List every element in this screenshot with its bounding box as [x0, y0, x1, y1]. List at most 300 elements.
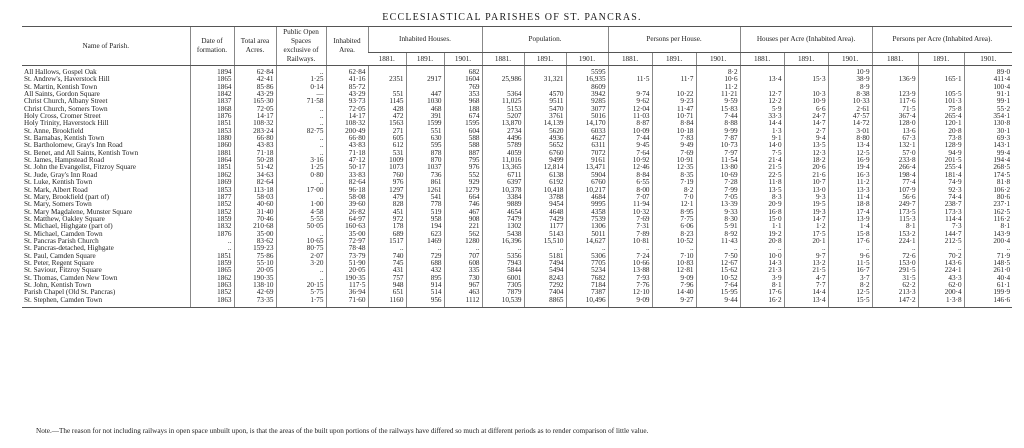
cell-pph81: 13·88 [608, 267, 652, 274]
cell-inhab: 62·84 [326, 66, 368, 77]
cell-p91: .. [524, 245, 566, 252]
cell-pph01: 11·43 [696, 238, 740, 245]
cell-ppa81: 198·4 [872, 172, 918, 179]
cell-hpa01: 8·38 [828, 91, 872, 98]
cell-p81: 5438 [482, 231, 524, 238]
cell-pph91: .. [652, 245, 696, 252]
cell-h81 [368, 84, 406, 91]
cell-hpa81: 33·3 [740, 113, 784, 120]
cell-h01: 908 [444, 216, 482, 223]
cell-h81: 1517 [368, 238, 406, 245]
cell-h91: 1037 [406, 164, 444, 171]
cell-date: 1869 [190, 179, 234, 186]
parish-name-text: St. John the Evangelist, Fitzroy Square [24, 164, 136, 172]
cell-h91: 630 [406, 135, 444, 142]
cell-ppa01: 200·4 [964, 238, 1012, 245]
cell-hpa01: 16·3 [828, 172, 872, 179]
cell-date: 1851 [190, 120, 234, 127]
cell-ppa91: 92·3 [918, 187, 964, 194]
parish-name [22, 201, 190, 208]
cell-h01: 188 [444, 106, 482, 113]
cell-area: 51·42 [234, 164, 276, 171]
cell-p81: 5364 [482, 91, 524, 98]
cell-hpa91: 15·3 [784, 76, 828, 83]
header-population-1881: 1881. [482, 53, 524, 66]
cell-p01: 4627 [566, 135, 608, 142]
cell-p01: 9161 [566, 157, 608, 164]
cell-ppa81: 72·6 [872, 253, 918, 260]
cell-hpa91: 1·2 [784, 223, 828, 230]
cell-ppa91: 238·7 [918, 201, 964, 208]
parish-name [22, 142, 190, 149]
cell-ppa01: 81·8 [964, 179, 1012, 186]
cell-spaces: 82·75 [276, 128, 326, 135]
parish-name-text: St. Bartholomew, Gray's Inn Road [24, 142, 123, 150]
cell-area: 55·10 [234, 260, 276, 267]
table-row [22, 245, 1012, 252]
cell-area: 70·46 [234, 216, 276, 223]
cell-ppa01: 30·1 [964, 128, 1012, 135]
cell-hpa01: 8·2 [828, 282, 872, 289]
cell-area: 42·41 [234, 76, 276, 83]
cell-ppa81: 71·5 [872, 106, 918, 113]
parish-name [22, 135, 190, 142]
cell-inhab: 72·05 [326, 106, 368, 113]
cell-h81: 689 [368, 231, 406, 238]
cell-area: 50·28 [234, 157, 276, 164]
cell-area: 66·80 [234, 135, 276, 142]
cell-hpa01: 10·9 [828, 66, 872, 77]
cell-p91: 8243 [524, 275, 566, 282]
cell-hpa81: 8·3 [740, 194, 784, 201]
cell-inhab: 66·80 [326, 135, 368, 142]
cell-area: 159·23 [234, 245, 276, 252]
cell-p01: 6033 [566, 128, 608, 135]
cell-pph01: 5·91 [696, 223, 740, 230]
cell-p91: 7429 [524, 216, 566, 223]
cell-h81: 605 [368, 135, 406, 142]
header-houses-1891: 1891. [406, 53, 444, 66]
cell-spaces: .. [276, 113, 326, 120]
cell-p81 [482, 66, 524, 77]
cell-inhab: 200·49 [326, 128, 368, 135]
cell-p81: 11,016 [482, 157, 524, 164]
cell-ppa91: 120·1 [918, 120, 964, 127]
cell-h81: 1073 [368, 164, 406, 171]
cell-hpa01: 17·6 [828, 238, 872, 245]
cell-h91: 1261 [406, 187, 444, 194]
cell-p01: .. [566, 245, 608, 252]
cell-p91: 14,139 [524, 120, 566, 127]
cell-pph81: 11·03 [608, 113, 652, 120]
cell-ppa91: 200·4 [918, 289, 964, 296]
cell-h91: 1599 [406, 120, 444, 127]
cell-pph91: 9·27 [652, 297, 696, 308]
cell-ppa01: 91·1 [964, 91, 1012, 98]
cell-date: 1859 [190, 260, 234, 267]
cell-hpa01: 16·7 [828, 267, 872, 274]
cell-p81: 7943 [482, 260, 524, 267]
cell-pph81: 12·10 [608, 289, 652, 296]
cell-h81: 1563 [368, 120, 406, 127]
header-population-1901: 1901. [566, 53, 608, 66]
parish-name-text: St. Peter, Regent Square [24, 259, 94, 267]
cell-ppa91 [918, 84, 964, 91]
table-row [22, 238, 1012, 245]
cell-hpa01: 15·8 [828, 231, 872, 238]
cell-hpa81: 8·1 [740, 282, 784, 289]
cell-ppa81: 62·2 [872, 282, 918, 289]
cell-hpa91: 2·7 [784, 128, 828, 135]
parish-name [22, 223, 190, 230]
header-population: Population. [482, 27, 608, 53]
cell-area: 85·86 [234, 84, 276, 91]
cell-pph81: 12·46 [608, 164, 652, 171]
cell-p91: 8865 [524, 297, 566, 308]
cell-p81: 5356 [482, 253, 524, 260]
cell-h01: 769 [444, 84, 482, 91]
cell-p91: 4936 [524, 135, 566, 142]
cell-h81: 431 [368, 267, 406, 274]
cell-h01: 795 [444, 157, 482, 164]
cell-pph81: 7·64 [608, 150, 652, 157]
cell-h91: 956 [406, 297, 444, 308]
cell-pph01: 10·73 [696, 142, 740, 149]
cell-ppa81: 367·4 [872, 113, 918, 120]
cell-hpa91: 21·6 [784, 172, 828, 179]
cell-hpa91: 20·1 [784, 238, 828, 245]
cell-ppa01: 106·2 [964, 187, 1012, 194]
cell-inhab: 73·79 [326, 253, 368, 260]
cell-hpa91: 10·7 [784, 179, 828, 186]
cell-hpa01: 3·7 [828, 275, 872, 282]
cell-h81: 612 [368, 142, 406, 149]
cell-p91: 1177 [524, 223, 566, 230]
cell-p81: 10,539 [482, 297, 524, 308]
cell-pph01: 15·95 [696, 289, 740, 296]
cell-h01: 968 [444, 98, 482, 105]
cell-hpa91: 12·3 [784, 150, 828, 157]
cell-hpa91: 20·6 [784, 164, 828, 171]
cell-p81: 13,365 [482, 164, 524, 171]
cell-pph01: 8·92 [696, 231, 740, 238]
header-ppa-1891: 1891. [918, 53, 964, 66]
cell-ppa91: 144·7 [918, 231, 964, 238]
cell-ppa91: 128·9 [918, 142, 964, 149]
cell-h91: 2917 [406, 76, 444, 83]
cell-hpa01: 14·72 [828, 120, 872, 127]
cell-date: 1860 [190, 142, 234, 149]
cell-spaces: 2·07 [276, 253, 326, 260]
cell-hpa01: 2·61 [828, 106, 872, 113]
cell-ppa81: 117·6 [872, 98, 918, 105]
parish-name-text: St. Mary, Somers Town [24, 201, 92, 209]
cell-pph91: 7·75 [652, 216, 696, 223]
header-open-spaces: Public Open Spaces exclusive of Railways. [276, 27, 326, 66]
cell-pph01: 15·83 [696, 106, 740, 113]
cell-p91: 7292 [524, 282, 566, 289]
cell-area: 31·40 [234, 209, 276, 216]
cell-ppa01: 89·0 [964, 66, 1012, 77]
cell-hpa81: 21·3 [740, 267, 784, 274]
cell-p81: 2734 [482, 128, 524, 135]
cell-area: 75·86 [234, 253, 276, 260]
cell-ppa01: .. [964, 245, 1012, 252]
cell-h91: 432 [406, 267, 444, 274]
cell-ppa81: 67·3 [872, 135, 918, 142]
cell-p01: 3077 [566, 106, 608, 113]
cell-spaces: 0·80 [276, 172, 326, 179]
cell-pph81: 7·07 [608, 194, 652, 201]
cell-inhab: 51·90 [326, 260, 368, 267]
cell-spaces: .. [276, 275, 326, 282]
table-row [22, 260, 1012, 267]
cell-ppa81: 123·9 [872, 91, 918, 98]
cell-pph91: 9·49 [652, 142, 696, 149]
cell-h91 [406, 66, 444, 77]
cell-spaces: 71·58 [276, 98, 326, 105]
table-row [22, 135, 1012, 142]
cell-pph01: 15·62 [696, 267, 740, 274]
cell-pph01: 7·99 [696, 187, 740, 194]
cell-h81: 757 [368, 275, 406, 282]
cell-hpa01: 9·6 [828, 253, 872, 260]
cell-p81: 4059 [482, 150, 524, 157]
table-row [22, 113, 1012, 120]
cell-hpa91 [784, 66, 828, 77]
cell-spaces: 50·05 [276, 223, 326, 230]
cell-inhab: 85·72 [326, 84, 368, 91]
cell-p91: 3761 [524, 113, 566, 120]
cell-hpa91: 14·7 [784, 120, 828, 127]
cell-pph81: 11·5 [608, 76, 652, 83]
cell-p81: 13,870 [482, 120, 524, 127]
cell-h81: 651 [368, 289, 406, 296]
cell-h01: 887 [444, 150, 482, 157]
cell-ppa91: 70·2 [918, 253, 964, 260]
cell-date: .. [190, 245, 234, 252]
cell-p01: 3942 [566, 91, 608, 98]
cell-p81: 3384 [482, 194, 524, 201]
cell-hpa01: 18·8 [828, 201, 872, 208]
cell-date: 1863 [190, 297, 234, 308]
cell-pph91: 9·23 [652, 98, 696, 105]
parish-name-text: St. Michael, Camden Town [24, 230, 103, 238]
cell-p81: 5789 [482, 142, 524, 149]
cell-p81: 6711 [482, 172, 524, 179]
table-row [22, 253, 1012, 260]
parish-name-text: Holy Trinity, Haverstock Hill [24, 120, 109, 128]
table-row [22, 282, 1012, 289]
cell-p01: 10,496 [566, 297, 608, 308]
table-row [22, 157, 1012, 164]
cell-p01: 4684 [566, 194, 608, 201]
cell-pph81: .. [608, 245, 652, 252]
cell-h81: 271 [368, 128, 406, 135]
cell-pph81 [608, 84, 652, 91]
cell-p81: 10,378 [482, 187, 524, 194]
cell-h91: 194 [406, 223, 444, 230]
cell-inhab: 64·97 [326, 216, 368, 223]
cell-p91: 5470 [524, 106, 566, 113]
header-houses-1901: 1901. [444, 53, 482, 66]
cell-pph91: 7·69 [652, 150, 696, 157]
cell-pph91 [652, 66, 696, 77]
cell-area: 42·69 [234, 289, 276, 296]
cell-pph81: 7·31 [608, 223, 652, 230]
cell-p01: 14,627 [566, 238, 608, 245]
cell-p01: 10,217 [566, 187, 608, 194]
cell-hpa81: 9·1 [740, 135, 784, 142]
cell-hpa81: 22·5 [740, 172, 784, 179]
cell-h91: 623 [406, 231, 444, 238]
cell-spaces: 3·16 [276, 157, 326, 164]
cell-pph91: 12·35 [652, 164, 696, 171]
cell-pph91: 10·18 [652, 128, 696, 135]
cell-ppa81: 213·3 [872, 289, 918, 296]
parish-name [22, 260, 190, 267]
cell-h91: 688 [406, 260, 444, 267]
cell-ppa81: 173·5 [872, 209, 918, 216]
cell-date: 1864 [190, 84, 234, 91]
table-row [22, 66, 1012, 77]
cell-hpa81: 13·4 [740, 76, 784, 83]
cell-ppa91: 173·3 [918, 209, 964, 216]
cell-hpa91: 13·0 [784, 187, 828, 194]
cell-hpa91: 9·4 [784, 135, 828, 142]
cell-p91: 9454 [524, 201, 566, 208]
cell-pph01: 9·99 [696, 128, 740, 135]
cell-ppa01: 99·4 [964, 150, 1012, 157]
cell-date: 1859 [190, 216, 234, 223]
cell-h81: 745 [368, 260, 406, 267]
parish-name [22, 150, 190, 157]
cell-date: 1881 [190, 150, 234, 157]
cell-date: 1877 [190, 194, 234, 201]
cell-h91: 778 [406, 201, 444, 208]
parish-name-text: St. Mary Magdalene, Munster Square [24, 208, 133, 216]
cell-inhab: 43·83 [326, 142, 368, 149]
cell-h91: 861 [406, 179, 444, 186]
cell-inhab: 26·82 [326, 209, 368, 216]
cell-spaces: .. [276, 179, 326, 186]
cell-ppa01: 162·5 [964, 209, 1012, 216]
cell-ppa01: 199·9 [964, 289, 1012, 296]
cell-p91: 31,321 [524, 76, 566, 83]
cell-pph81: 7·44 [608, 135, 652, 142]
cell-pph91: 10·71 [652, 113, 696, 120]
table-row [22, 209, 1012, 216]
header-ppa-1901: 1901. [964, 53, 1012, 66]
cell-ppa81 [872, 66, 918, 77]
cell-pph01: 11·2 [696, 84, 740, 91]
table-row [22, 106, 1012, 113]
parish-name-text: St. Mark, Albert Road [24, 186, 88, 194]
cell-h81: 1297 [368, 187, 406, 194]
cell-ppa81: 153·0 [872, 260, 918, 267]
cell-pph91: 10·91 [652, 157, 696, 164]
cell-hpa91: 14·7 [784, 216, 828, 223]
cell-h81: 531 [368, 150, 406, 157]
cell-ppa91: 43·3 [918, 275, 964, 282]
parish-name [22, 282, 190, 289]
cell-h91: 870 [406, 157, 444, 164]
parish-name-text: All Saints, Gordon Square [24, 91, 100, 99]
table-row [22, 297, 1012, 308]
cell-pph91: 11·7 [652, 76, 696, 83]
cell-h01: 1112 [444, 297, 482, 308]
cell-inhab: 47·12 [326, 157, 368, 164]
cell-spaces: 5·55 [276, 216, 326, 223]
cell-spaces: .. [276, 135, 326, 142]
cell-p91: 5181 [524, 253, 566, 260]
cell-inhab: 36·94 [326, 289, 368, 296]
parish-name [22, 194, 190, 201]
cell-area: 113·18 [234, 187, 276, 194]
cell-p91: 9499 [524, 157, 566, 164]
cell-p01: 5011 [566, 231, 608, 238]
cell-hpa91: 13·2 [784, 260, 828, 267]
cell-spaces: .. [276, 66, 326, 77]
cell-h01: 674 [444, 113, 482, 120]
cell-area: 83·62 [234, 238, 276, 245]
cell-pph81: 9·62 [608, 98, 652, 105]
cell-pph01: 9·44 [696, 297, 740, 308]
cell-date: .. [190, 238, 234, 245]
cell-ppa01: 261·0 [964, 267, 1012, 274]
cell-pph91: 7·0 [652, 194, 696, 201]
cell-pph01: 11·21 [696, 91, 740, 98]
cell-hpa01: 13·9 [828, 216, 872, 223]
cell-h81: 451 [368, 209, 406, 216]
cell-pph91: 7·19 [652, 179, 696, 186]
parish-name-text: St. Pancras-detached, Highgate [24, 245, 114, 253]
cell-ppa81: 128·0 [872, 120, 918, 127]
cell-p01: 5595 [566, 66, 608, 77]
cell-p81: 5207 [482, 113, 524, 120]
cell-ppa81: 31·5 [872, 275, 918, 282]
parishes-table [22, 26, 1012, 308]
cell-pph01: 8·88 [696, 120, 740, 127]
cell-pph91: 8·35 [652, 172, 696, 179]
cell-area: 165·30 [234, 98, 276, 105]
cell-p01: 6311 [566, 142, 608, 149]
cell-inhab: 41·16 [326, 76, 368, 83]
cell-ppa91: 1·3·8 [918, 297, 964, 308]
cell-hpa01: 8·80 [828, 135, 872, 142]
cell-ppa01: 69·3 [964, 135, 1012, 142]
cell-hpa01: 8·9 [828, 84, 872, 91]
cell-date: 1863 [190, 282, 234, 289]
table-row [22, 194, 1012, 201]
cell-hpa01: 38·9 [828, 76, 872, 83]
cell-ppa81: 8·1 [872, 223, 918, 230]
cell-hpa91: 19·3 [784, 209, 828, 216]
cell-spaces: .. [276, 267, 326, 274]
cell-h91: 468 [406, 106, 444, 113]
cell-date: 1864 [190, 157, 234, 164]
cell-p01: 9285 [566, 98, 608, 105]
cell-pph01: 7·05 [696, 194, 740, 201]
cell-inhab: 20·05 [326, 267, 368, 274]
table-row [22, 201, 1012, 208]
cell-p01: 7072 [566, 150, 608, 157]
cell-p91: 5494 [524, 267, 566, 274]
cell-h91: 519 [406, 209, 444, 216]
cell-area: 62·84 [234, 66, 276, 77]
cell-spaces: 20·15 [276, 282, 326, 289]
cell-hpa01: 12·5 [828, 150, 872, 157]
